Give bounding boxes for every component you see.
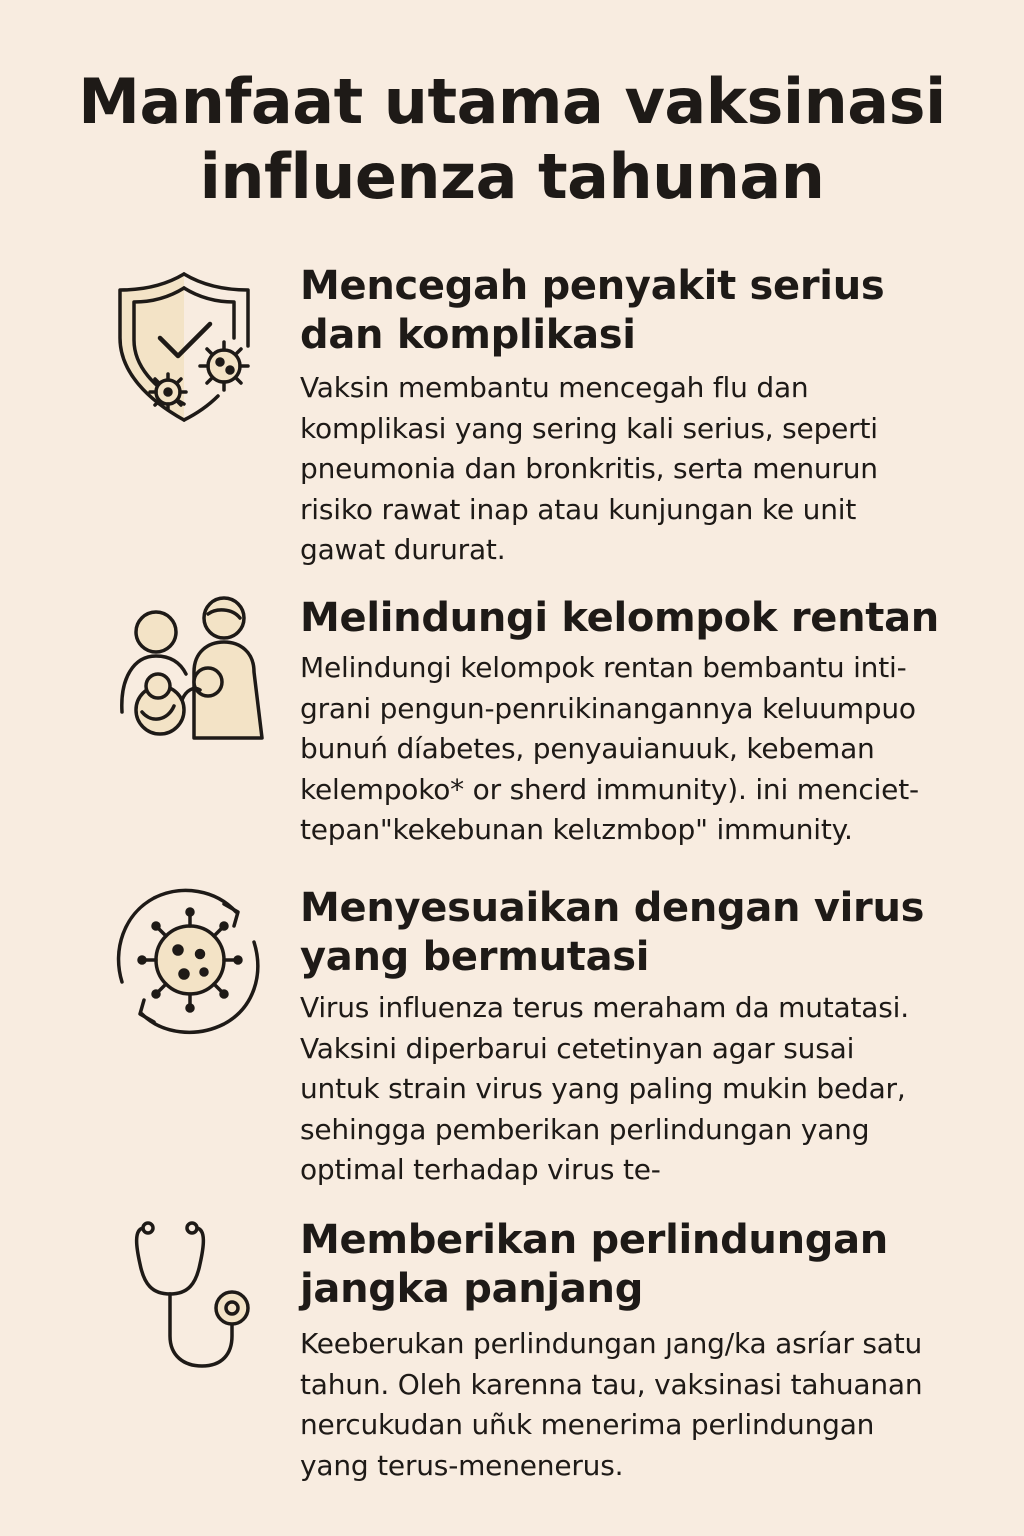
page-title: Manfaat utama vaksinasi influenza tahunan	[78, 65, 946, 213]
shield-check-virus-icon	[112, 268, 268, 428]
benefit-description: Melindungi kelompok rentan bembantu inti-grani pengun-penrιikinangannya keluumpuo bunuń díabetes, penyauianuuk, kebeman kelempoko* or sherd immunity). ini menciet-tepan"kekebunan kelιzmbop" immunity.	[300, 651, 919, 846]
benefit-heading: Melindungi kelompok rentan	[300, 595, 939, 641]
benefit-heading: Mencegah penyakit serius dan komplikasi	[300, 263, 885, 358]
family-group-icon	[112, 594, 268, 754]
mutating-virus-cycle-icon	[112, 884, 268, 1044]
benefit-description: Virus influenza terus meraham da mutatasi. Vaksini diperbarui cetetinyan agar susai untuk strain virus yang paling mukin bedar, sehingga pemberikan perlindungan yang optimal terhadap virus te-	[300, 991, 909, 1186]
benefit-heading: Menyesuaikan dengan virus yang bermutasi	[300, 885, 925, 980]
benefit-description: Keeberukan perlindungan ȷang/ka asríar satu tahun. Oleh karenna tau, vaksinasi tahuanan nercukudan uñιk menerima perlindungan yang terus-menenerus.	[300, 1327, 923, 1482]
benefit-description: Vaksin membantu mencegah flu dan komplikasi yang sering kali serius, seperti pneumonia dan bronkritis, serta menurun risiko rawat inap atau kunjungan ke unit gawat dururat.	[300, 371, 878, 566]
stethoscope-icon	[112, 1216, 268, 1376]
benefit-heading: Memberikan perlindungan jangka panjang	[300, 1217, 888, 1312]
